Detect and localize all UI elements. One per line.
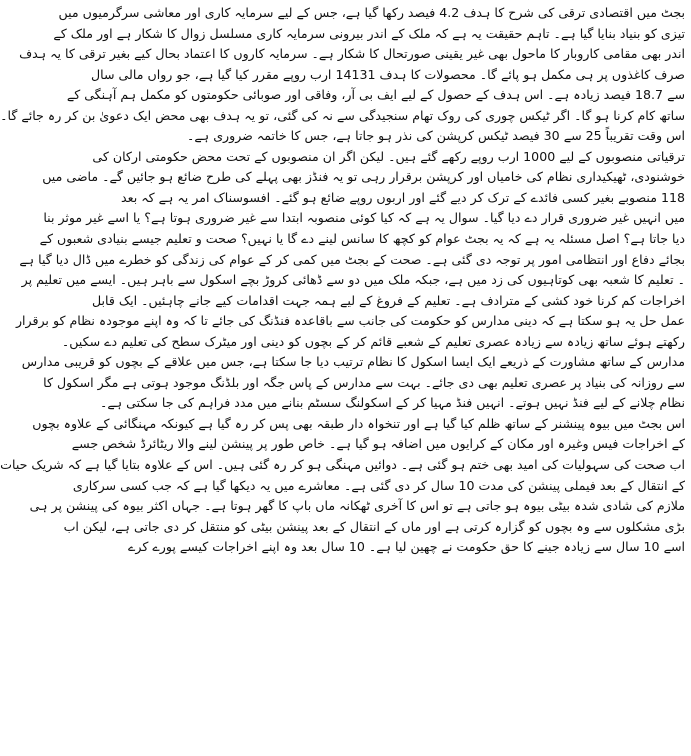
text-line: مدارس کے ساتھ مشاورت کے ذریعے ایک ایسا اسکول کا نظام ترتیب دیا جا سکتا ہے، جس میں علاقے کے بچوں کو قریبی مدارس [21, 354, 685, 370]
text-line: اس بجٹ میں بیوہ پینشنر کے ساتھ ظلم کیا گیا ہے اور تنخواہ دار طبقہ بھی پس کر رہ گیا ہے کیونکہ مہنگائی کے علاوہ بچوں [32, 415, 685, 431]
text-line: بجائے دفاع اور انتظامی امور پر توجہ دی گئی ہے۔ صحت کے بجٹ میں کمی کر کے عوام کی زندگی کو خطرے میں ڈال دیا گیا ہے [19, 251, 685, 267]
text-line: نظام چلانے کے لیے فنڈ نہیں ہوتے۔ انہیں فنڈ مہیا کر کے اسکولنگ سسٹم بنانے میں مدد فراہم کی جا سکتی ہے۔ [99, 395, 685, 411]
text-line: اس وقت تقریباً 25 سے 30 فیصد ٹیکس کرپشن کی نذر ہو جاتا ہے، جس کا خاتمہ ضروری ہے۔ [187, 128, 685, 144]
text-line: بڑی مشکلوں سے وہ بچوں کو گزارہ کرتی ہے اور ماں کے انتقال کے بعد پینشن بیٹی کو منتقل کر دی جاتی ہے، لیکن اب [63, 518, 685, 534]
text-line: اخراجات کم کرنا خود کشی کے مترادف ہے۔ تعلیم کے فروغ کے لیے ہمہ جہت اقدامات کیے جانے چاہئیں۔ ایک قابل [91, 292, 685, 308]
text-line: ساتھ کام کرنا ہو گا۔ اگر ٹیکس چوری کی روک تھام سنجیدگی سے نہ کی گئی، تو یہ ہدف بھی محض ایک دعویٰ بن کر رہ جائے گا۔ [0, 107, 685, 123]
text-line: اندر بھی مقامی کاروبار کا ماحول بھی غیر یقینی صورتحال کا شکار ہے۔ سرمایہ کاروں کا اعتماد بحال کیے بغیر ترقی کا یہ ہدف [19, 46, 685, 62]
text-line: سے روزانہ کی بنیاد پر عصری تعلیم بھی دی جائے۔ بہت سے مدارس کے پاس جگہ اور بلڈنگ موجود ہوتی ہے مگر اسکول کا [43, 374, 685, 390]
text-line: رکھتے ہوئے ساتھ زیادہ سے زیادہ عصری تعلیم کے شعبے قائم کر کے بچوں کو دینی اور میٹرک سطح کی تعلیم دے سکیں۔ [61, 333, 685, 349]
text-line: سے 18.7 فیصد زیادہ ہے۔ اس ہدف کے حصول کے لیے ایف بی آر، وفاقی اور صوبائی حکومتوں کو مکمل ہم آہنگی کے [66, 87, 685, 103]
text-line: اسے 10 سال سے زیادہ جینے کا حق حکومت نے چھین لیا ہے۔ 10 سال بعد وہ اپنے اخراجات کیسے پورے کرے [128, 539, 685, 555]
text-line: صرف کاغذوں پر ہی مکمل ہو پائے گا۔ محصولات کا ہدف 14131 ارب روپے مقرر کیا گیا ہے، جو رواں مالی سال [91, 66, 685, 82]
text-line: اب صحت کی سہولیات کی امید بھی ختم ہو گئی ہے۔ دوائیں مہنگی ہو کر رہ گئی ہیں۔ اس کے علاوہ بتایا گیا ہے کہ شریک حیات [0, 457, 685, 473]
text-line: دیا جاتا ہے؟ اصل مسئلہ یہ ہے کہ یہ بجٹ عوام کو کچھ کا سانس لینے دے گا یا نہیں؟ صحت و تعلیم جیسے بنیادی شعبوں کے [39, 231, 685, 247]
text-line: کے اخراجات فیس وغیرہ اور مکان کے کرایوں میں اضافہ ہو گیا ہے۔ خاص طور پر پینشن لینے والا ریٹائرڈ شخص جسے [71, 436, 685, 452]
text-line: عمل حل یہ ہو سکتا ہے کہ دینی مدارس کو حکومت کی جانب سے باقاعدہ فنڈنگ کی جائے تا کہ وہ اپنے موجودہ نظام کو برقرار [15, 313, 685, 329]
text-line: ۔ تعلیم کا شعبہ بھی کوتاہیوں کی زد میں ہے، جبکہ ملک میں دو سے ڈھائی کروڑ بچے اسکول سے باہر ہیں۔ ایسے میں تعلیم پر [21, 272, 685, 288]
text-line: بجٹ میں اقتصادی ترقی کی شرح کا ہدف 4.2 فیصد رکھا گیا ہے، جس کے لیے سرمایہ کاری اور معاشی سرگرمیوں میں [58, 5, 685, 20]
text-line: کے انتقال کے بعد فیملی پینشن کی مدت 10 سال کر دی گئی ہے۔ معاشرے میں یہ دیکھا گیا ہے کہ جب کسی سرکاری [72, 477, 685, 493]
text-line: خوشنودی، ٹھیکیداری نظام کی خامیاں اور کرپشن برقرار رہی تو یہ فنڈز بھی پہلے کی طرح ضائع ہو جائیں گے۔ ماضی میں [42, 169, 685, 185]
text-line: تیزی کو بنیاد بنایا گیا ہے۔ تاہم حقیقت یہ ہے کہ ملک کے اندر بیرونی سرمایہ کاری مسلسل زوال کا شکار ہے اور ملک کے [53, 25, 685, 41]
text-line: 118 منصوبے بغیر کسی فائدے کے ترک کر دیے گئے اور اربوں روپے ضائع ہو گئے۔ افسوسناک امر یہ ہے کہ بعد [121, 189, 685, 205]
text-line: ملازم کی شادی شدہ بیٹی بیوہ ہو جاتی ہے تو اس کا آخری ٹھکانہ ماں باپ کا گھر ہوتا ہے۔ جہاں اکثر بیوہ کی پینشن پر ہی [29, 498, 685, 514]
text-line: میں انہیں غیر ضروری قرار دے دیا گیا۔ سوال یہ ہے کہ کیا کوئی منصوبہ ابتدا سے غیر ضروری ہوتا ہے؟ یا اسے غیر موثر بنا [43, 210, 685, 226]
text-line: ترقیاتی منصوبوں کے لیے 1000 ارب روپے رکھے گئے ہیں۔ لیکن اگر ان منصوبوں کے تحت محض حکومتی ارکان کی [92, 148, 685, 164]
article-column [0, 3, 685, 558]
